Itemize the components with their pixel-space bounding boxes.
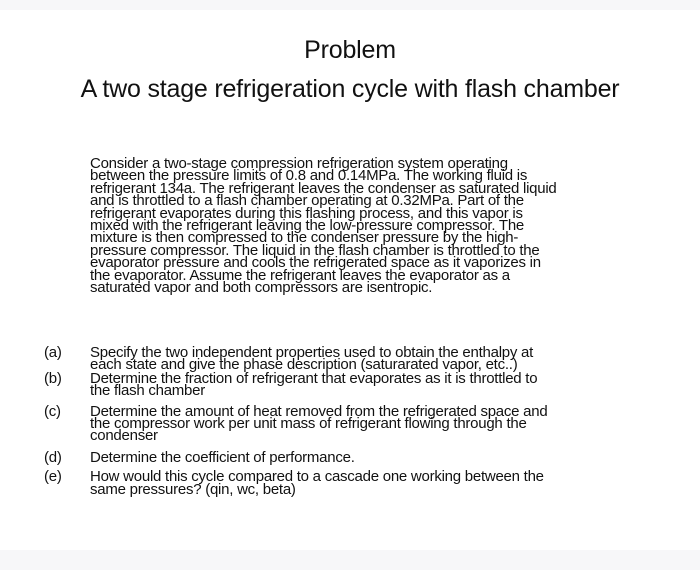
problem-statement-line: refrigerant 134a. The refrigerant leaves the condenser as saturated liquid: [90, 179, 557, 197]
problem-statement-line: refrigerant evaporates during this flashing process, and this vapor is: [90, 204, 523, 222]
question-text-line: Determine the fraction of refrigerant that evaporates as it is throttled to: [90, 369, 538, 387]
problem-statement-line: mixture is then compressed to the condenser pressure by the high-: [90, 229, 519, 247]
question-marker: (b): [44, 369, 62, 387]
question-marker: (e): [44, 468, 62, 486]
question-text-line: How would this cycle compared to a cascade one working between the: [90, 468, 544, 486]
problem-statement-line: the evaporator. Assume the refrigerant leaves the evaporator as a: [90, 266, 510, 284]
question-text-line: the compressor work per unit mass of refrigerant flowing through the: [90, 415, 527, 433]
page-subtitle: A two stage refrigeration cycle with flash chamber: [80, 75, 620, 103]
problem-statement-line: Consider a two-stage compression refrigeration system operating: [90, 155, 508, 172]
question-text-line: each state and give the phase description (saturarated vapor, etc..): [90, 356, 518, 374]
question-text-line: Specify the two independent properties used to obtain the enthalpy at: [90, 344, 534, 361]
page-title: Problem: [304, 36, 396, 64]
problem-statement: [90, 155, 670, 297]
question-item-d: [44, 448, 674, 466]
question-text-line: the flash chamber: [90, 382, 205, 400]
question-text-line: condenser: [90, 427, 158, 445]
question-item-b: [44, 369, 674, 400]
question-item-e: [44, 468, 674, 498]
question-item-c: [44, 402, 674, 445]
question-marker: (a): [44, 344, 62, 361]
problem-statement-line: pressure compressor. The liquid in the flash chamber is throttled to the: [90, 241, 540, 259]
slide: [0, 10, 700, 550]
problem-statement-line: and is throttled to a flash chamber operating at 0.32MPa. Part of the: [90, 192, 524, 210]
problem-statement-line: between the pressure limits of 0.8 and 0.14MPa. The working fluid is: [90, 167, 528, 185]
problem-statement-line: evaporator pressure and cools the refrigerated space as it vaporizes in: [90, 254, 541, 272]
question-text-line: Determine the amount of heat removed from the refrigerated space and: [90, 402, 548, 420]
question-list: [44, 344, 674, 498]
problem-statement-line: mixed with the refrigerant leaving the low-pressure compressor. The: [90, 217, 525, 235]
question-item-a: [44, 344, 674, 374]
question-marker: (d): [44, 448, 62, 466]
problem-statement-line: saturated vapor and both compressors are isentropic.: [90, 279, 433, 297]
question-text-line: same pressures? (qin, wc, beta): [90, 480, 296, 498]
question-marker: (c): [44, 402, 61, 420]
question-text-line: Determine the coefficient of performance.: [90, 448, 355, 466]
